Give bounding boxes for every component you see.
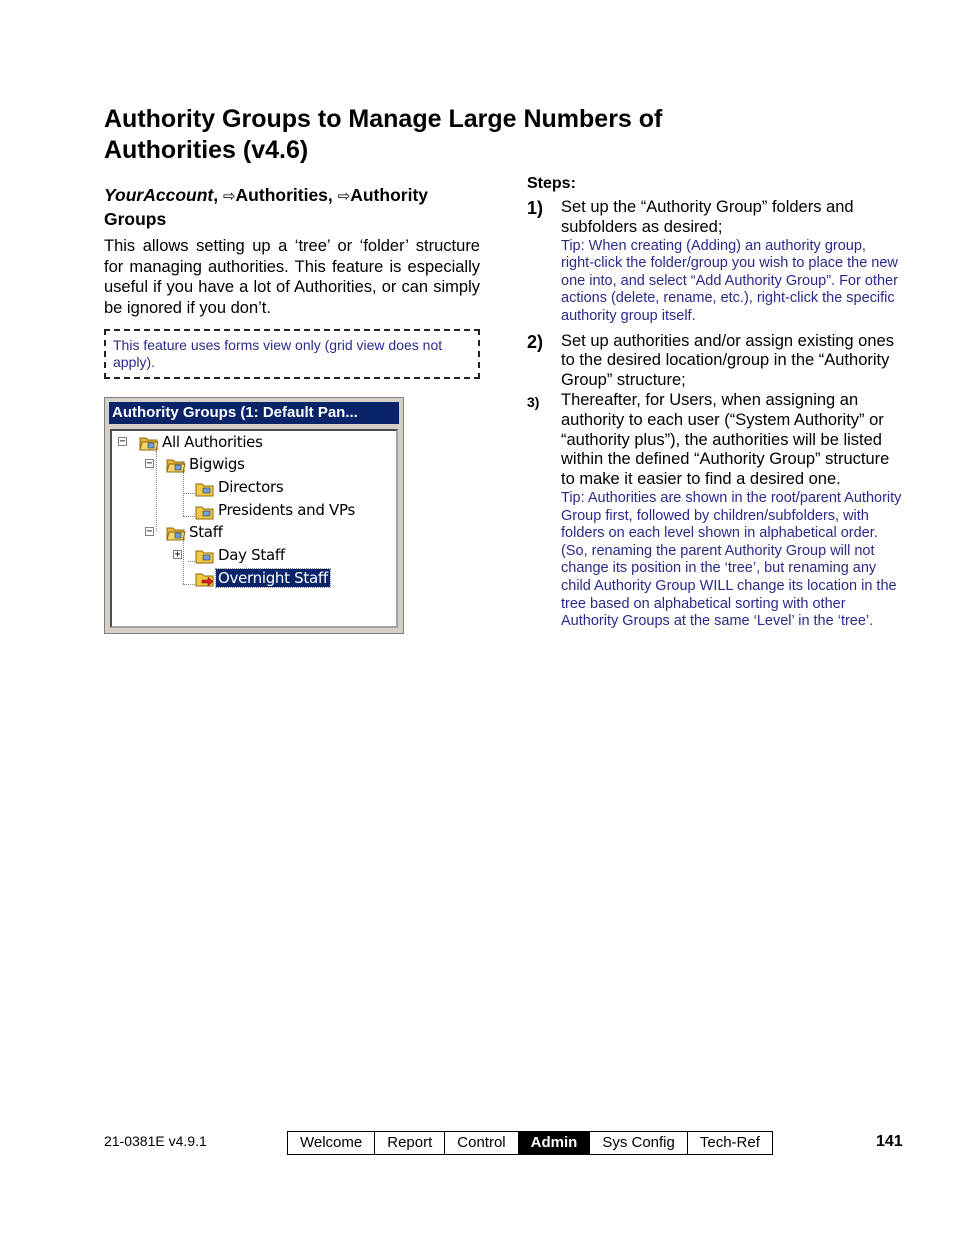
tree-node-day-staff[interactable]: Day Staff: [218, 546, 285, 564]
step-tip: Tip: Authorities are shown in the root/parent Authority Group first, followed by children/subfolders, with folders on each level shown in alphabetical order. (So, renaming the parent Authority Group will not change its position in the ‘tree’, but renaming any child Authority Group WILL change its location in the tree based on alphabetical sorting with other Authority Groups at the same ‘Level’ in the ‘tree’.: [561, 489, 902, 630]
open-folder-icon: [166, 525, 186, 541]
folder-icon: [195, 504, 215, 520]
tab-sys-config[interactable]: Sys Config: [590, 1132, 688, 1154]
collapse-toggle[interactable]: −: [146, 526, 153, 537]
forms-view-note: This feature uses forms view only (grid view does not apply).: [104, 329, 480, 379]
authority-groups-window: [104, 397, 404, 634]
page-title: Authority Groups to Manage Large Numbers of Authorities (v4.6): [104, 105, 663, 164]
step-number: 2): [527, 331, 544, 352]
step-text: Set up the “Authority Group” folders and subfolders as desired;: [561, 198, 854, 236]
tree-node-bigwigs[interactable]: Bigwigs: [189, 455, 245, 473]
step-text: Thereafter, for Users, when assigning an authority to each user (“System Authority” or “authority plus”), the authorities will be listed within the defined “Authority Group” structure to make it easier to find a desired one.: [561, 390, 890, 489]
steps-heading: Steps:: [527, 175, 576, 192]
navigation-path: [104, 184, 480, 230]
tab-welcome[interactable]: Welcome: [288, 1132, 375, 1154]
step-2: [527, 332, 902, 391]
tab-control[interactable]: Control: [445, 1132, 518, 1154]
folder-arrow-icon: [195, 571, 215, 587]
nav-account: YourAccount: [104, 185, 214, 205]
right-column: [527, 174, 902, 631]
folder-icon: [195, 548, 215, 564]
step-text: Set up authorities and/or assign existing ones to the desired location/group in the “Authority Group” structure;: [561, 331, 894, 390]
folder-icon: [195, 481, 215, 497]
document-id: 21-0381E v4.9.1: [104, 1133, 207, 1149]
step-number: 3): [527, 393, 540, 410]
tree-node-directors[interactable]: Directors: [218, 478, 284, 496]
window-titlebar: Authority Groups (1: Default Pan...: [109, 402, 399, 424]
expand-toggle[interactable]: +: [174, 549, 181, 560]
tree-node-presidents-and-vps[interactable]: Presidents and VPs: [218, 501, 355, 519]
tree-node-staff[interactable]: Staff: [189, 523, 223, 541]
step-number: 1): [527, 198, 544, 218]
intro-paragraph: This allows setting up a ‘tree’ or ‘folder’ structure for managing authorities. This feature is especially useful if you have a lot of Authorities, or can simply be ignored if you don’t.: [104, 237, 480, 318]
left-column: [104, 184, 480, 379]
step-3: [527, 391, 902, 631]
tab-tech-ref[interactable]: Tech-Ref: [699, 1134, 760, 1151]
tab-admin[interactable]: Admin: [519, 1132, 591, 1154]
section-tabs: [287, 1131, 773, 1155]
tab-report[interactable]: Report: [375, 1132, 445, 1154]
arrow-icon: ⇨: [337, 188, 351, 205]
step-1: [527, 198, 902, 326]
nav-separator: ,: [213, 185, 219, 205]
arrow-icon: ⇨: [222, 188, 236, 205]
open-folder-icon: [139, 435, 159, 451]
collapse-toggle[interactable]: −: [146, 458, 153, 469]
tree-node-overnight-staff[interactable]: Overnight Staff: [218, 569, 328, 587]
authority-tree: [110, 429, 398, 628]
tree-node-all-authorities[interactable]: All Authorities: [162, 433, 263, 451]
step-tip: Tip: When creating (Adding) an authority group, right-click the folder/group you wish to place the new one into, and select “Add Authority Group”. For other actions (delete, rename, etc.), right-click the specific authority group itself.: [561, 237, 898, 324]
page-number: 141: [876, 1133, 903, 1150]
collapse-toggle[interactable]: −: [119, 436, 126, 447]
nav-item-authorities: Authorities,: [235, 185, 333, 205]
open-folder-icon: [166, 457, 186, 473]
nav-item-authority-groups: Authority Groups: [104, 185, 429, 229]
